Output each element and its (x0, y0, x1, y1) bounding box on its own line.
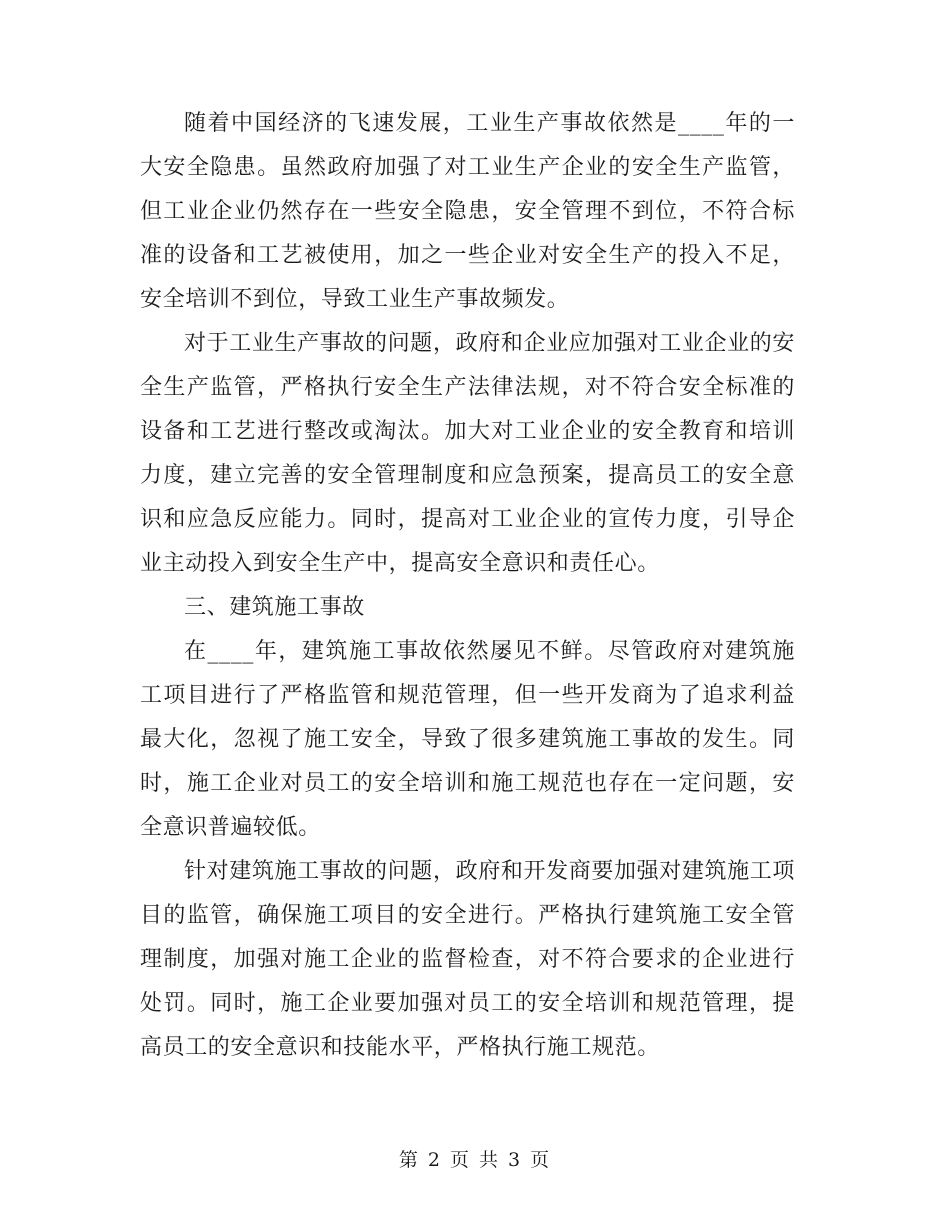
document-body (140, 102, 795, 1070)
paragraph-industrial-measures: 对于工业生产事故的问题，政府和企业应加强对工业企业的安全生产监管，严格执行安全生产法律法规，对不符合安全标准的设备和工艺进行整改或淘汰。加大对工业企业的安全教育和培训力度，建立完善的安全管理制度和应急预案，提高员工的安全意识和应急反应能力。同时，提高对工业企业的宣传力度，引导企业主动投入到安全生产中，提高安全意识和责任心。 (140, 331, 795, 576)
section-heading-construction: 三、建筑施工事故 (184, 595, 365, 620)
page-footer: 第 2 页 共 3 页 (398, 1149, 552, 1171)
paragraph-construction-measures: 针对建筑施工事故的问题，政府和开发商要加强对建筑施工项目的监管，确保施工项目的安全进行。严格执行建筑施工安全管理制度，加强对施工企业的监督检查，对不符合要求的企业进行处罚。同时，施工企业要加强对员工的安全培训和规范管理，提高员工的安全意识和技能水平，严格执行施工规范。 (140, 859, 795, 1060)
paragraph-construction-accidents: 在____年，建筑施工事故依然屡见不鲜。尽管政府对建筑施工项目进行了严格监管和规范管理，但一些开发商为了追求利益最大化，忽视了施工安全，导致了很多建筑施工事故的发生。同时，施工企业对员工的安全培训和施工规范也存在一定问题，安全意识普遍较低。 (140, 639, 795, 840)
paragraph-industrial-accidents: 随着中国经济的飞速发展，工业生产事故依然是____年的一大安全隐患。虽然政府加强了对工业生产企业的安全生产监管，但工业企业仍然存在一些安全隐患，安全管理不到位，不符合标准的设备和工艺被使用，加之一些企业对安全生产的投入不足，安全培训不到位，导致工业生产事故频发。 (140, 111, 795, 312)
